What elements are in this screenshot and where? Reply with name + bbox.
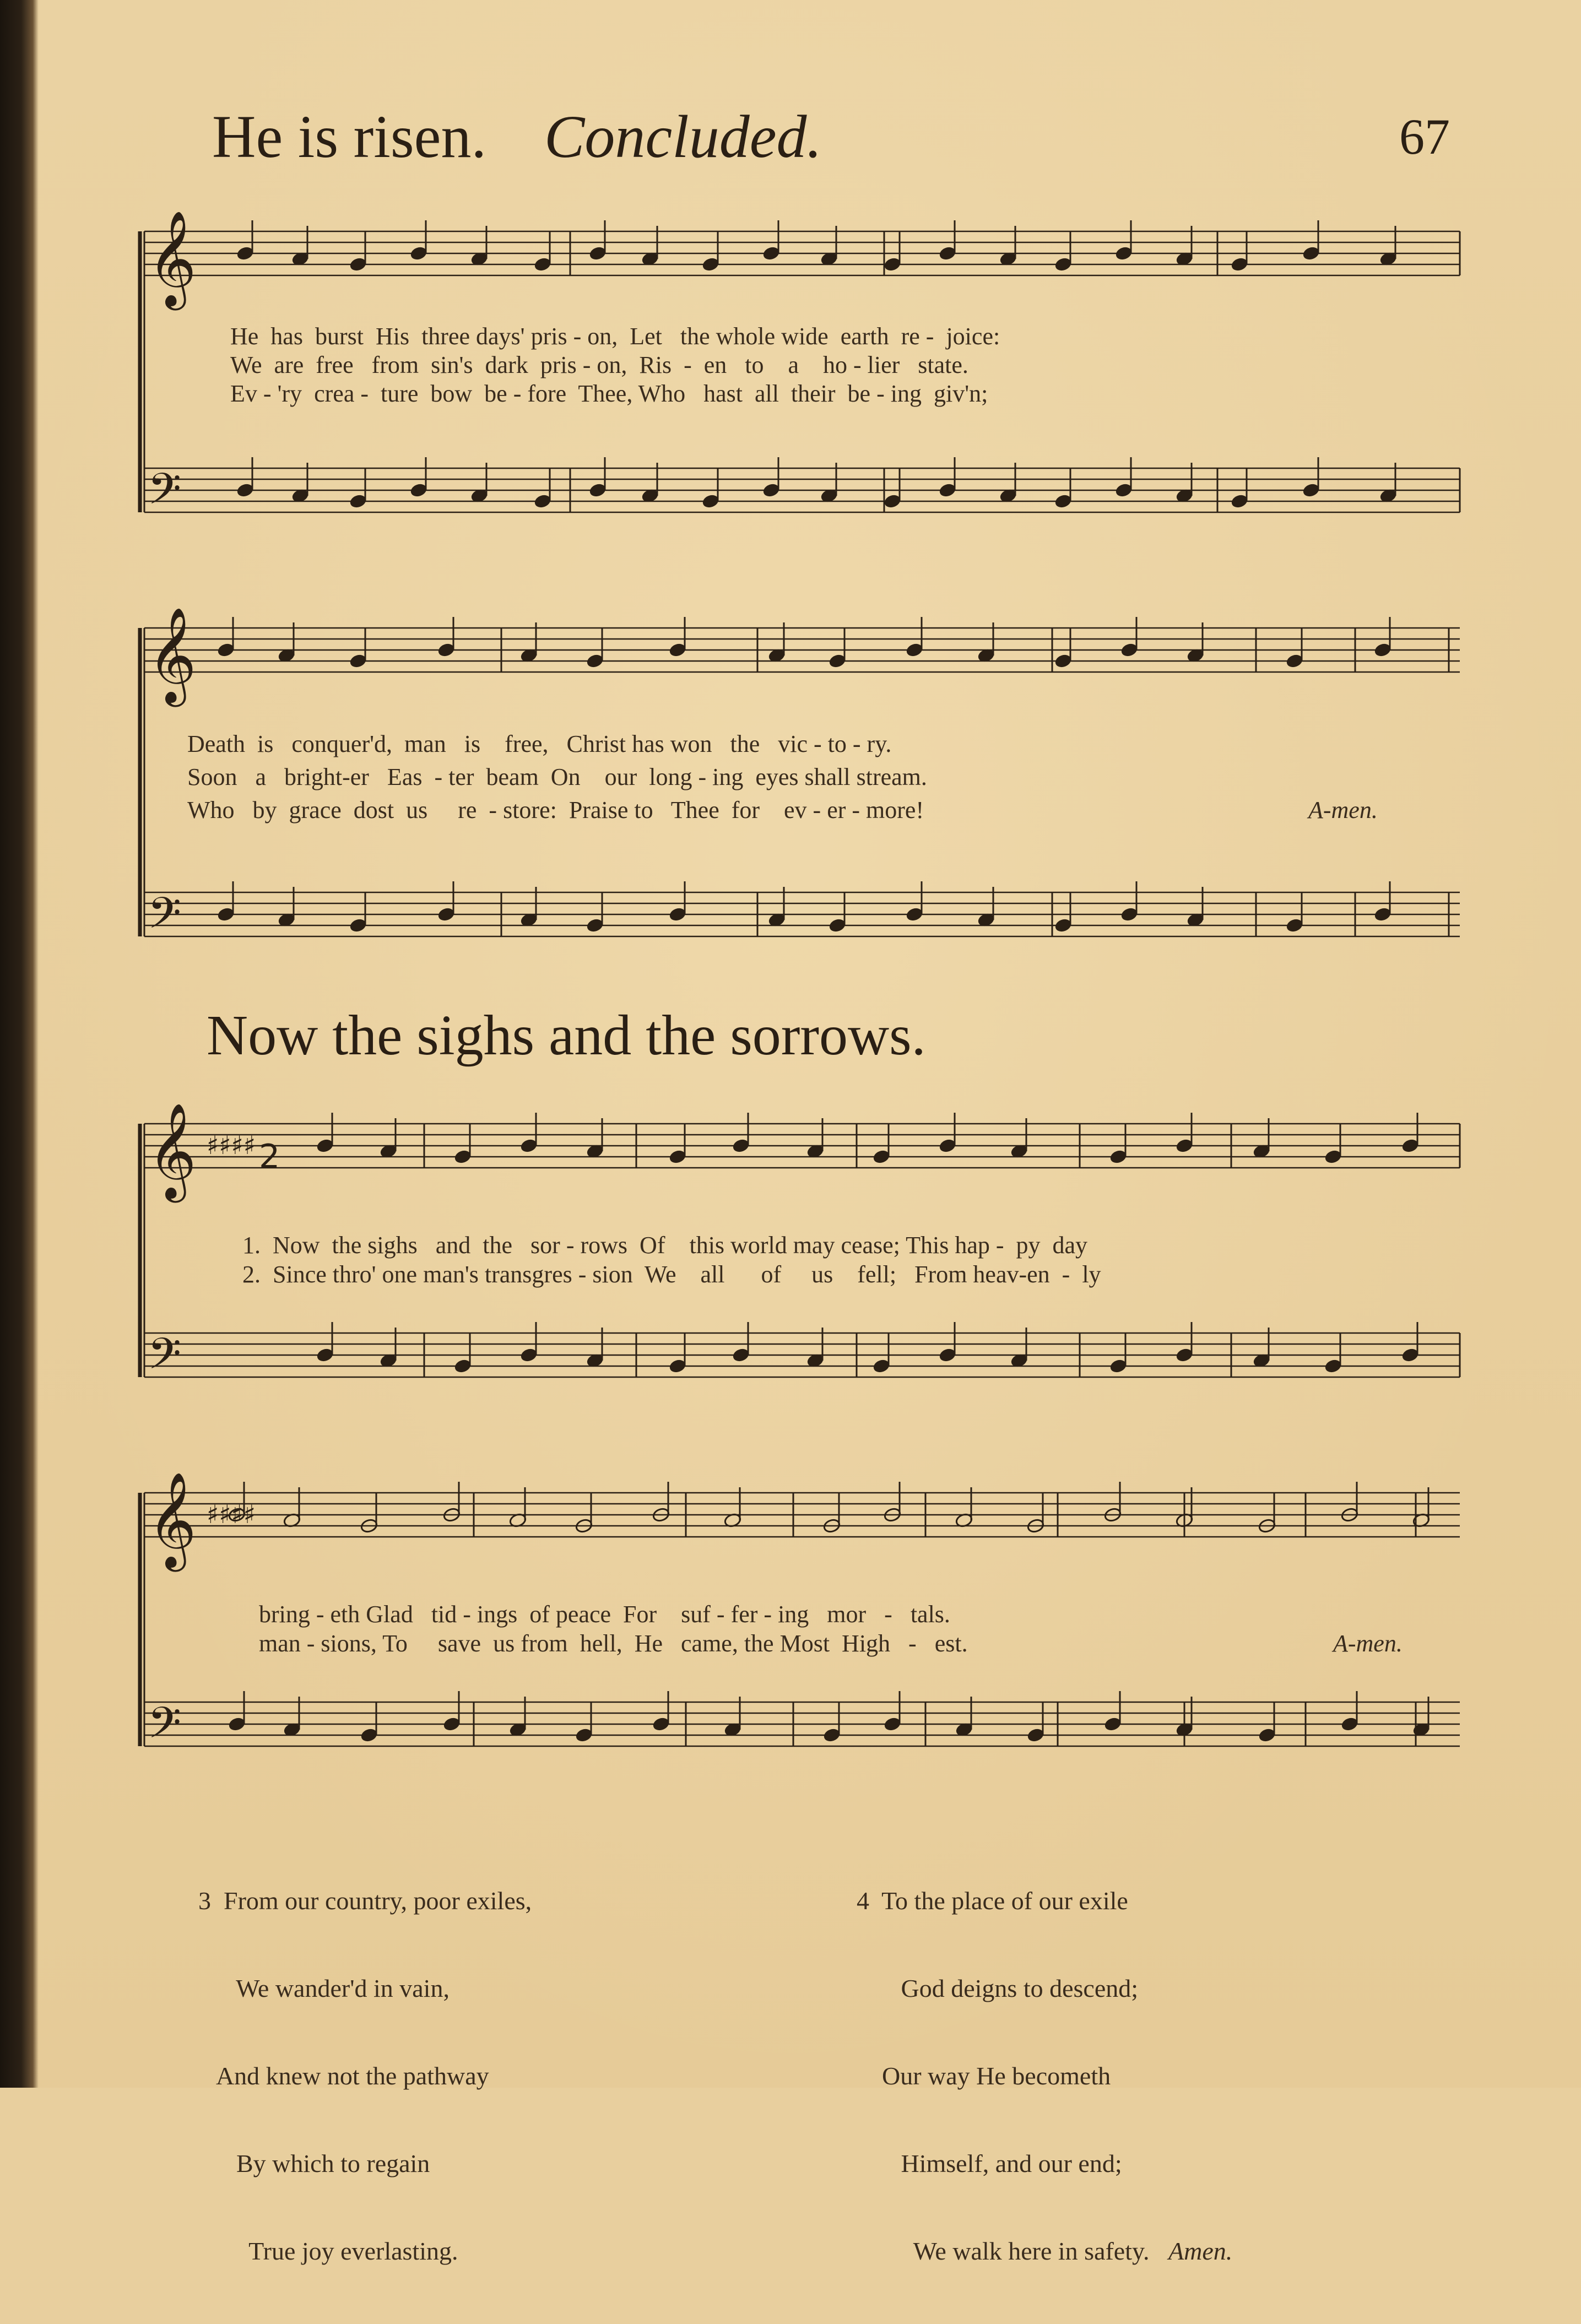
treble-clef-icon: 𝄞 xyxy=(148,1472,197,1568)
lyric-line: Ev - 'ry crea - ture bow be - fore Thee, Who hast all their be - ing giv'n; xyxy=(230,380,988,407)
key-signature-sharps-icon: ♯♯♯♯ xyxy=(207,1499,256,1529)
bass-clef-icon: 𝄢 xyxy=(148,1329,182,1390)
key-signature-sharps-icon: ♯♯♯♯ xyxy=(207,1130,256,1160)
verse-line: 4 To the place of our exile xyxy=(857,1887,1128,1915)
amen-label: Amen. xyxy=(1168,2237,1233,2265)
lyric-line: We are free from sin's dark pris - on, Ris - en to a ho - lier state. xyxy=(230,351,968,378)
lyric-line: 1. Now the sighs and the sor - rows Of this world may cease; This hap - py day xyxy=(242,1232,1088,1259)
verse-line: Himself, and our end; xyxy=(857,2149,1122,2177)
lyric-line: 2. Since thro' one man's transgres - sion We all of us fell; From heav-en - ly xyxy=(242,1261,1101,1288)
bass-clef-icon: 𝄢 xyxy=(148,1698,182,1759)
time-signature-icon: 2 xyxy=(259,1137,280,1176)
verse-4 xyxy=(857,1828,1232,2324)
page-number: 67 xyxy=(1399,109,1450,165)
amen-label: A-men. xyxy=(1333,1630,1403,1657)
verse-line: We wander'd in vain, xyxy=(198,1974,450,2002)
bass-clef-icon: 𝄢 xyxy=(148,889,182,949)
hymn-title-main: He is risen. xyxy=(212,103,486,170)
verse-3 xyxy=(198,1828,532,2324)
lyric-line: Who by grace dost us re - store: Praise to Thee for ev - er - more! xyxy=(187,797,924,824)
bass-clef-icon: 𝄢 xyxy=(148,464,182,525)
lyric-line: Death is conquer'd, man is free, Christ has won the vic - to - ry. xyxy=(187,730,892,757)
verse-line: We walk here in safety. Amen. xyxy=(857,2237,1233,2265)
verse-line: 3 From our country, poor exiles, xyxy=(198,1887,532,1915)
lyric-line: He has burst His three days' pris - on, Let the whole wide earth re - joice: xyxy=(230,323,1000,350)
lyric-line: man - sions, To save us from hell, He came, the Most High - est. xyxy=(259,1630,968,1657)
lyric-line: bring - eth Glad tid - ings of peace For suf - fer - ing mor - tals. xyxy=(259,1601,950,1628)
song-title: Now the sighs and the sorrows. xyxy=(207,1004,926,1067)
verse-line: And knew not the pathway xyxy=(198,2062,489,2090)
verse-line: True joy everlasting. xyxy=(198,2237,458,2265)
verse-line: God deigns to descend; xyxy=(857,1974,1139,2002)
verse-line: Our way He becometh xyxy=(857,2062,1111,2090)
lyric-line: Soon a bright-er Eas - ter beam On our long - ing eyes shall stream. xyxy=(187,763,927,790)
treble-clef-icon: 𝄞 xyxy=(148,607,197,703)
verse-line: By which to regain xyxy=(198,2149,430,2177)
hymn-title-concluded: Concluded. xyxy=(544,103,822,170)
amen-label: A-men. xyxy=(1308,797,1378,824)
treble-clef-icon: 𝄞 xyxy=(148,1103,197,1199)
treble-clef-icon: 𝄞 xyxy=(148,210,197,306)
